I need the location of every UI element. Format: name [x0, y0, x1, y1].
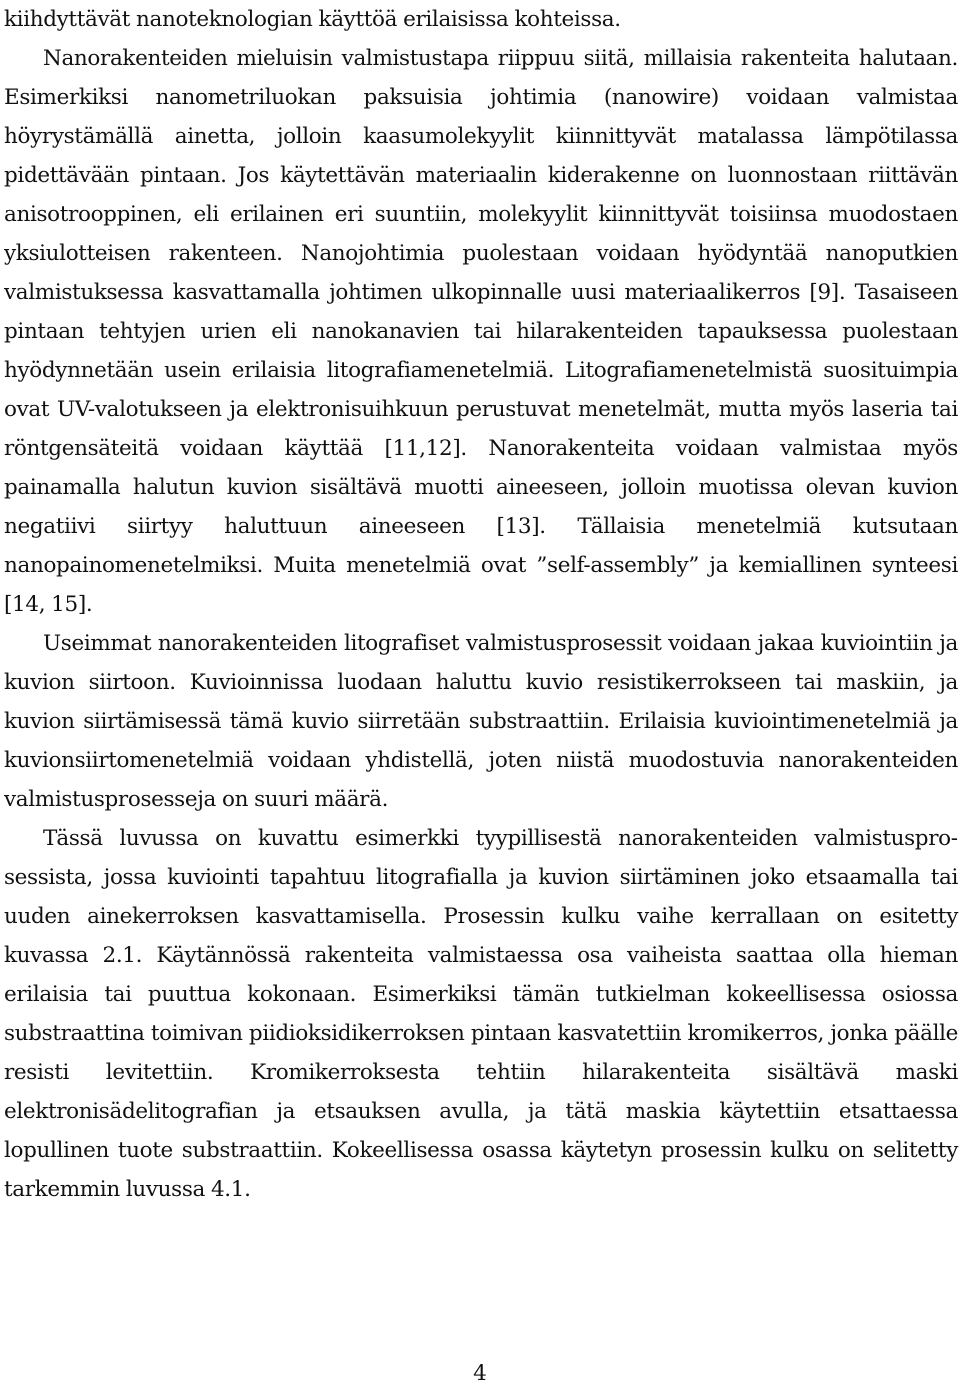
- paragraph-lithographic-processes: Useimmat nanorakenteiden litografiset valmistusprosessit voidaan jakaa kuviointiin ja kuvion siirtoon. Kuvioinnissa luodaan haluttu kuvio resistikerrokseen tai maskiin, ja kuvion siirtämisessä tämä kuvio siirretään substraattiin. Erilaisia kuviointimenetelmiä ja kuvionsiirtomenetelmiä voidaan yhdistellä, joten niistä muodostuvia nanorakenteiden valmistusprosesseja on suuri määrä.: [4, 631, 958, 812]
- paragraph-fabrication-methods: Nanorakenteiden mieluisin valmistustapa riippuu siitä, millaisia rakenteita halutaan. Esimerkiksi nanometriluokan paksuisia johtimia (nanowire) voidaan valmistaa höyrystämällä ainetta, jolloin kaasumolekyylit kiinnittyvät matalassa lämpötilassa pidettävään pintaan. Jos käytettävän materiaalin kiderakenne on luonnostaan riittävän anisotrooppinen, eli erilainen eri suuntiin, molekyylit kiinnittyvät toisiinsa muodostaen yksiulotteisen rakenteen. Nanojohtimia puolestaan voidaan hyödyntää nanoputkien valmistuksessa kasvattamalla johtimen ulkopinnalle uusi materiaalikerros [9]. Tasaiseen pintaan tehtyjen urien eli nanokanavien tai hilarakenteiden tapauksessa puolestaan hyödynnetään usein erilaisia litografiamenetelmiä. Litografiamenetelmistä suosituimpia ovat UV-valotukseen ja elektronisuihkuun perustuvat menetelmät, mutta myös laseria tai röntgensäteitä voidaan käyttää [11,12]. Nanorakenteita voidaan valmistaa myös painamalla halutun kuvion sisältävä muotti aineeseen, jolloin muotissa olevan kuvion negatiivi siirtyy haluttuun aineeseen [13]. Tällaisia menetelmiä kutsutaan nanopainomenetelmiksi. Muita menetelmiä ovat ”self-assembly” ja kemiallinen synteesi [14, 15].: [4, 46, 958, 617]
- page-number: 4: [473, 1361, 487, 1386]
- body-text: [4, 0, 958, 1209]
- paragraph-continuation: kiihdyttävät nanoteknologian käyttöä erilaisissa kohteissa.: [4, 7, 621, 32]
- paragraph-example-process: Tässä luvussa on kuvattu esimerkki tyypillisestä nanorakenteiden valmistusprosessista, jossa kuviointi tapahtuu litografialla ja kuvion siirtäminen joko etsaamalla tai uuden ainekerroksen kasvattamisella. Prosessin kulku vaihe kerrallaan on esitetty kuvassa 2.1. Käytännössä rakenteita valmistaessa osa vaiheista saattaa olla hieman erilaisia tai puuttua kokonaan. Esimerkiksi tämän tutkielman kokeellisessa osiossa substraattina toimivan piidioksidikerroksen pintaan kasvatettiin kromikerros, jonka päälle resisti levitettiin. Kromikerroksesta tehtiin hilarakenteita sisältävä maski elektronisädelitografian ja etsauksen avulla, ja tätä maskia käytettiin etsattaessa lopullinen tuote substraattiin. Kokeellisessa osassa käytetyn prosessin kulku on selitetty tarkemmin luvussa 4.1.: [4, 826, 958, 1202]
